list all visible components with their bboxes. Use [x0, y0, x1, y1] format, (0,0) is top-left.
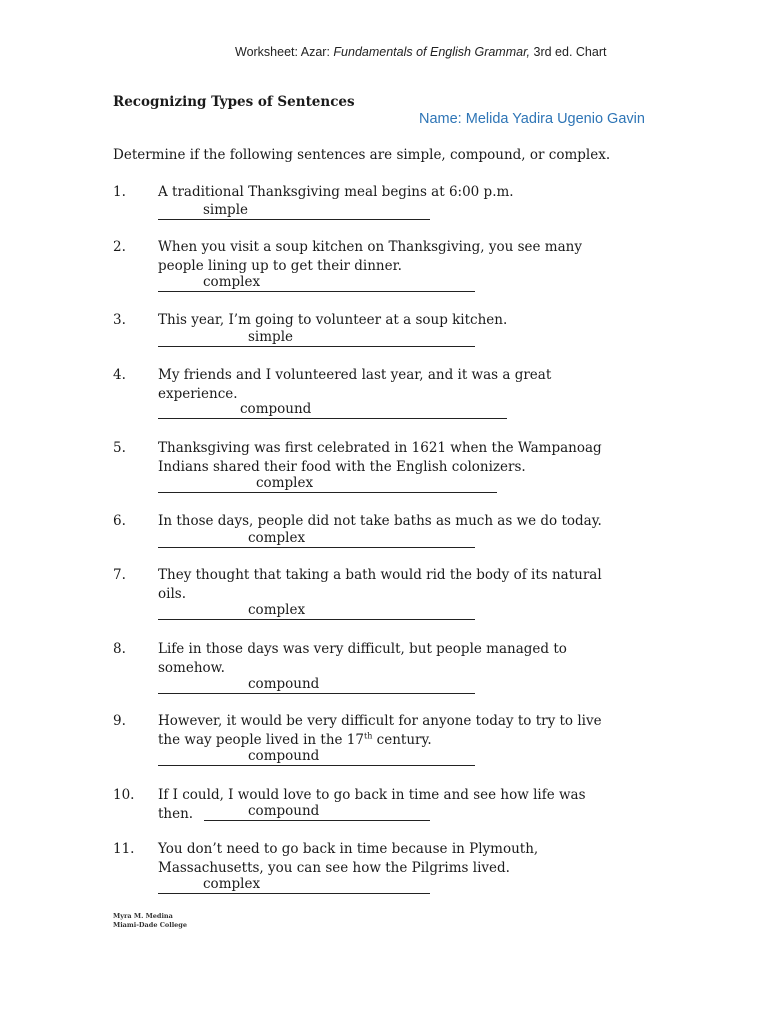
answer-line[interactable] — [204, 802, 430, 821]
question-text: A traditional Thanksgiving meal begins at 6:00 p.m. — [158, 184, 514, 200]
ordinal-suffix: th — [364, 731, 373, 740]
question-number: 4. — [113, 367, 126, 383]
question-text: This year, I’m going to volunteer at a soup kitchen. — [158, 312, 508, 328]
answer-text: complex — [203, 876, 261, 892]
header-book-title: Fundamentals of English Grammar, — [333, 45, 531, 59]
answer-line[interactable] — [158, 400, 507, 419]
question-number: 7. — [113, 567, 126, 583]
question-text: My friends and I volunteered last year, and it was a great — [158, 367, 552, 383]
answer-text: compound — [248, 676, 320, 692]
header-prefix: Worksheet: Azar: — [235, 45, 334, 59]
question-text-line2: people lining up to get their dinner. — [158, 257, 402, 274]
question-text-line2: Indians shared their food with the English colonizers. — [158, 458, 526, 475]
question-number: 3. — [113, 312, 126, 328]
question-number: 9. — [113, 713, 126, 729]
instructions: Determine if the following sentences are simple, compound, or complex. — [113, 147, 611, 163]
question-number: 5. — [113, 440, 126, 456]
answer-text: compound — [248, 803, 320, 819]
answer-text: compound — [248, 748, 320, 764]
answer-text: compound — [240, 401, 312, 417]
line2-text: then. — [158, 805, 194, 822]
question-text: You don’t need to go back in time because in Plymouth, — [158, 841, 539, 857]
worksheet-title: Recognizing Types of Sentences — [113, 94, 355, 110]
answer-text: simple — [203, 202, 248, 218]
answer-line[interactable] — [158, 201, 430, 220]
answer-line[interactable] — [158, 675, 475, 694]
question-text: They thought that taking a bath would rid the body of its natural — [158, 567, 602, 583]
header-suffix: 3rd ed. Chart — [530, 45, 607, 59]
question-text: When you visit a soup kitchen on Thanksgiving, you see many — [158, 239, 582, 255]
answer-line[interactable] — [158, 747, 475, 766]
question-number: 10. — [113, 787, 135, 803]
question-text: Thanksgiving was first celebrated in 1621 when the Wampanoag — [158, 440, 602, 456]
footer-school: Miami-Dade College — [113, 921, 187, 929]
question-text: However, it would be very difficult for anyone today to try to live — [158, 713, 602, 729]
answer-text: complex — [256, 475, 314, 491]
line2-pre: the way people lived in the 17 — [158, 731, 364, 748]
question-number: 11. — [113, 841, 135, 857]
line2-post: century. — [372, 731, 432, 748]
question-number: 1. — [113, 184, 126, 200]
answer-text: complex — [248, 530, 306, 546]
footer-author: Myra M. Medina — [113, 912, 173, 920]
answer-text: complex — [203, 274, 261, 290]
question-text: If I could, I would love to go back in time and see how life was — [158, 787, 586, 803]
worksheet-header — [0, 45, 768, 59]
question-number: 6. — [113, 513, 126, 529]
question-text-line2: somehow. — [158, 659, 225, 676]
answer-line[interactable] — [158, 273, 475, 292]
answer-line[interactable] — [158, 601, 475, 620]
question-text-line2: Massachusetts, you can see how the Pilgrims lived. — [158, 859, 510, 876]
answer-line[interactable] — [158, 875, 430, 894]
answer-line[interactable] — [158, 474, 497, 493]
question-number: 8. — [113, 641, 126, 657]
answer-line[interactable] — [158, 529, 475, 548]
student-name: Name: Melida Yadira Ugenio Gavin — [419, 111, 645, 127]
answer-text: complex — [248, 602, 306, 618]
answer-text: simple — [248, 329, 293, 345]
question-text: In those days, people did not take baths as much as we do today. — [158, 513, 602, 529]
question-text-line2: oils. — [158, 585, 186, 602]
question-number: 2. — [113, 239, 126, 255]
footer — [113, 912, 187, 930]
answer-line[interactable] — [158, 328, 475, 347]
question-text: Life in those days was very difficult, but people managed to — [158, 641, 567, 657]
question-text-line2: experience. — [158, 385, 238, 402]
